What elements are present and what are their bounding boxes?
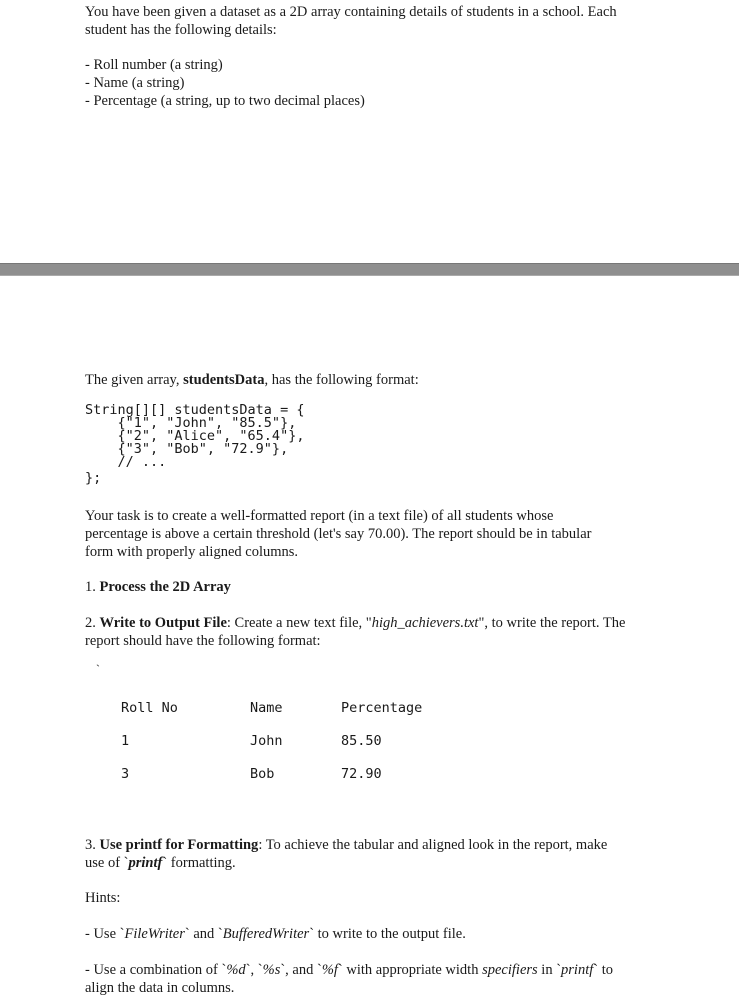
- hints-label: Hints:: [85, 890, 121, 906]
- detail-percentage: - Percentage (a string, up to two decimal places): [85, 93, 365, 109]
- format-d-term: %d: [226, 962, 246, 978]
- table-header-name: Name: [250, 700, 283, 716]
- step-2-title: Write to Output File: [99, 615, 227, 631]
- step-2: [85, 614, 625, 632]
- step-1-title: Process the 2D Array: [99, 579, 231, 595]
- task-line-1: Your task is to create a well-formatted report (in a text file) of all students whose: [85, 508, 554, 524]
- code-line-6: };: [85, 470, 102, 486]
- format-s-term: %s: [262, 962, 281, 978]
- step-1-number: 1.: [85, 579, 100, 595]
- code-line-1: String[][] studentsData = {: [85, 402, 305, 418]
- hint-1-a: - Use `: [85, 926, 125, 942]
- array-name: studentsData: [183, 372, 265, 388]
- table-cell-roll: 3: [121, 766, 130, 782]
- table-header-percentage: Percentage: [341, 700, 423, 716]
- bufferedwriter-term: BufferedWriter: [222, 926, 310, 942]
- hint-2-g: ` with appropriate width: [337, 962, 483, 978]
- hint-2-e: `, and `: [280, 962, 322, 978]
- page-divider: [0, 263, 739, 276]
- hint-2-line-2: align the data in columns.: [85, 980, 235, 996]
- hint-2: [85, 961, 613, 979]
- specifiers-term: specifiers: [482, 962, 538, 978]
- hint-2-a: - Use a combination of `: [85, 962, 227, 978]
- table-cell-percentage: 85.50: [341, 733, 382, 749]
- printf-term: printf: [561, 962, 594, 978]
- hint-2-i: in `: [537, 962, 562, 978]
- format-prefix: The given array,: [85, 372, 184, 388]
- format-suffix: , has the following format:: [264, 372, 419, 388]
- filewriter-term: FileWriter: [124, 926, 185, 942]
- format-sentence: [85, 371, 419, 389]
- code-line-4: {"3", "Bob", "72.9"},: [85, 441, 289, 457]
- table-cell-percentage: 72.90: [341, 766, 382, 782]
- task-line-3: form with properly aligned columns.: [85, 544, 299, 560]
- hint-1: [85, 925, 466, 943]
- step-2-line-2: report should have the following format:: [85, 633, 321, 649]
- hint-1-e: ` to write to the output file.: [309, 926, 466, 942]
- hint-2-c: `, `: [245, 962, 263, 978]
- step-2-text-a: : Create a new text file, ": [226, 615, 372, 631]
- step-2-text-b: ", to write the report. The: [478, 615, 626, 631]
- hint-1-c: ` and `: [184, 926, 223, 942]
- code-line-2: {"1", "John", "85.5"},: [85, 415, 297, 431]
- step-3-text-a: : To achieve the tabular and aligned look in the report, make: [258, 837, 608, 853]
- detail-name: - Name (a string): [85, 75, 185, 91]
- step-1: [85, 578, 231, 596]
- intro-line-1: You have been given a dataset as a 2D array containing details of students in a school. Each: [85, 4, 617, 20]
- step-3-number: 3.: [85, 837, 100, 853]
- intro-line-2: student has the following details:: [85, 22, 277, 38]
- stray-backtick: `: [96, 662, 100, 676]
- step-3-title: Use printf for Formatting: [99, 837, 259, 853]
- step-3-line-2-a: use of `: [85, 855, 129, 871]
- table-cell-roll: 1: [121, 733, 130, 749]
- step-3: [85, 836, 607, 854]
- code-line-5: // ...: [85, 454, 167, 470]
- output-filename: high_achievers.txt: [371, 615, 479, 631]
- code-line-3: {"2", "Alice", "65.4"},: [85, 428, 305, 444]
- printf-keyword: printf: [128, 855, 163, 871]
- step-3-line-2-b: ` formatting.: [162, 855, 236, 871]
- hint-2-k: ` to: [593, 962, 613, 978]
- table-cell-name: Bob: [250, 766, 275, 782]
- step-3-line-2: [85, 854, 236, 872]
- detail-roll-number: - Roll number (a string): [85, 57, 223, 73]
- step-2-number: 2.: [85, 615, 100, 631]
- task-line-2: percentage is above a certain threshold (let's say 70.00). The report should be in tabular: [85, 526, 592, 542]
- table-header-roll-no: Roll No: [121, 700, 178, 716]
- table-cell-name: John: [250, 733, 283, 749]
- format-f-term: %f: [321, 962, 338, 978]
